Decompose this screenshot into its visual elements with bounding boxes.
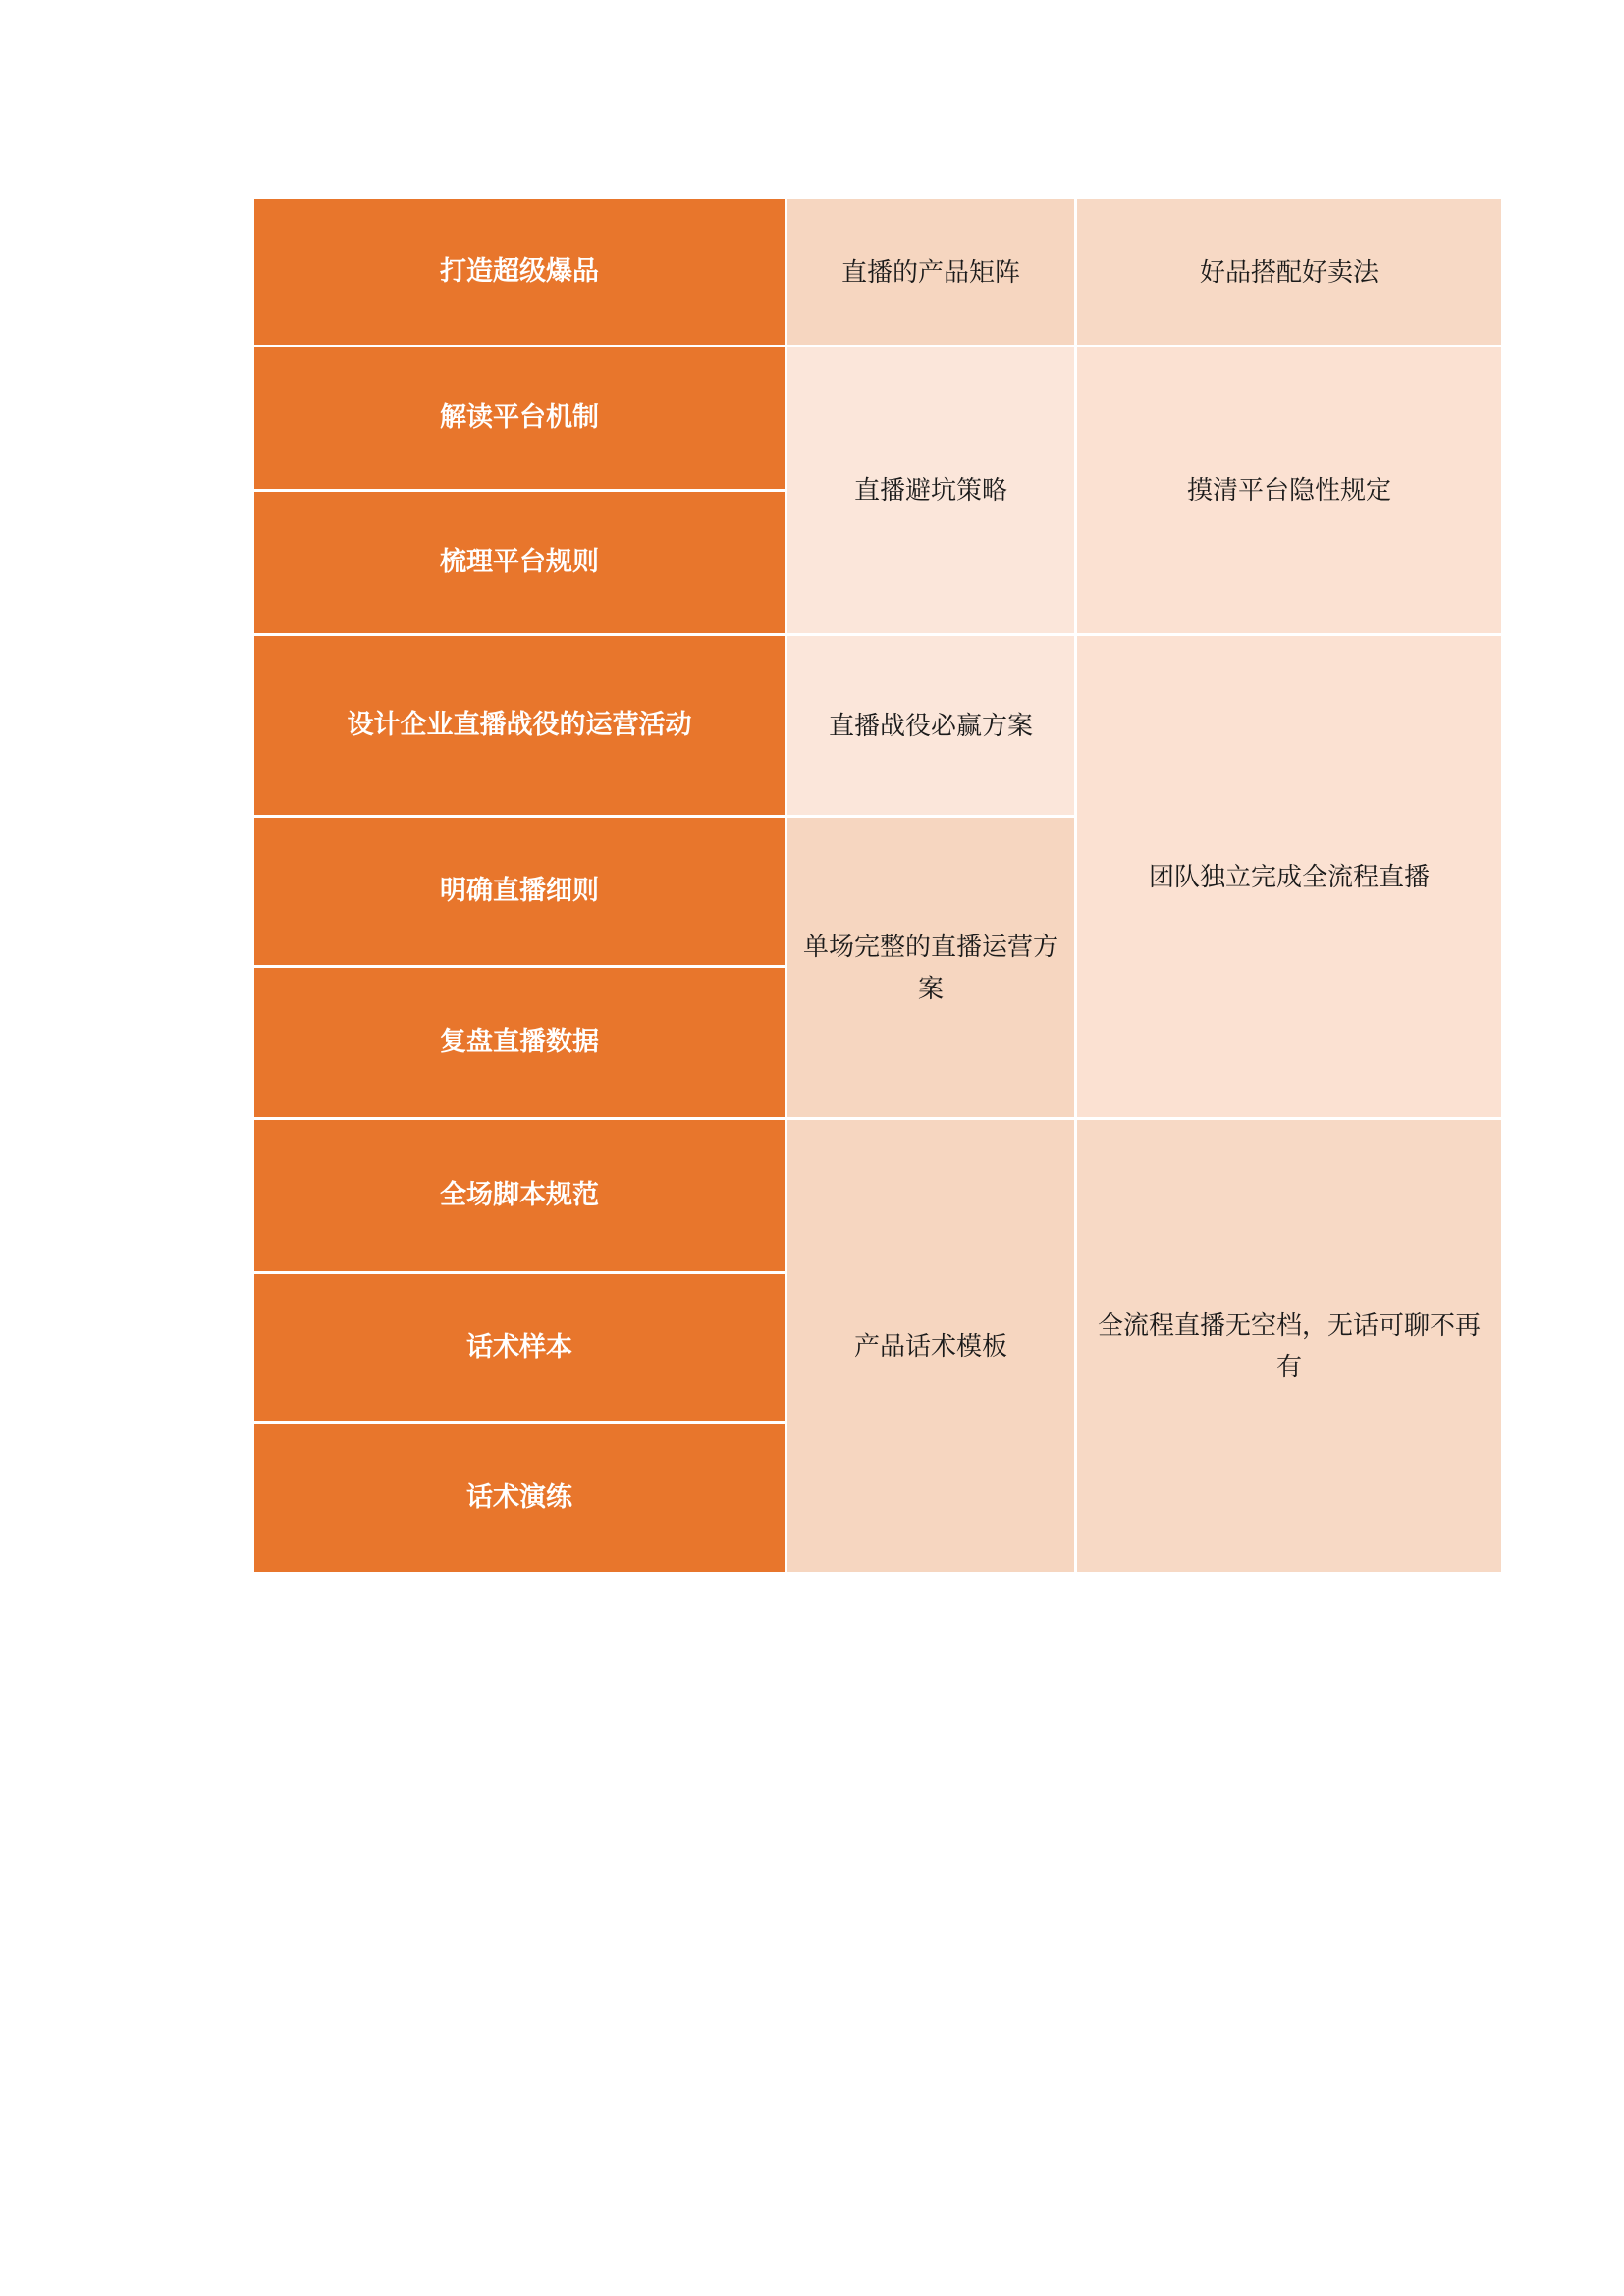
output-cell: 直播战役必赢方案 bbox=[787, 636, 1074, 815]
task-cell: 复盘直播数据 bbox=[254, 968, 785, 1117]
task-cell: 话术样本 bbox=[254, 1274, 785, 1421]
table-row bbox=[254, 1120, 1501, 1271]
task-cell: 明确直播细则 bbox=[254, 818, 785, 965]
task-cell: 解读平台机制 bbox=[254, 347, 785, 489]
task-cell: 设计企业直播战役的运营活动 bbox=[254, 636, 785, 815]
output-cell: 产品话术模板 bbox=[787, 1120, 1074, 1572]
result-cell: 摸清平台隐性规定 bbox=[1077, 347, 1501, 633]
table-row bbox=[254, 199, 1501, 345]
task-cell: 全场脚本规范 bbox=[254, 1120, 785, 1271]
result-cell: 团队独立完成全流程直播 bbox=[1077, 636, 1501, 1117]
competency-matrix-table bbox=[251, 196, 1504, 1575]
result-cell: 好品搭配好卖法 bbox=[1077, 199, 1501, 345]
task-cell: 话术演练 bbox=[254, 1424, 785, 1572]
table-row bbox=[254, 347, 1501, 489]
table-row bbox=[254, 636, 1501, 815]
result-cell: 全流程直播无空档，无话可聊不再有 bbox=[1077, 1120, 1501, 1572]
output-cell: 直播的产品矩阵 bbox=[787, 199, 1074, 345]
task-cell: 梳理平台规则 bbox=[254, 492, 785, 633]
task-cell: 打造超级爆品 bbox=[254, 199, 785, 345]
table-container bbox=[251, 196, 1492, 1575]
output-cell: 直播避坑策略 bbox=[787, 347, 1074, 633]
output-cell: 单场完整的直播运营方案 bbox=[787, 818, 1074, 1117]
